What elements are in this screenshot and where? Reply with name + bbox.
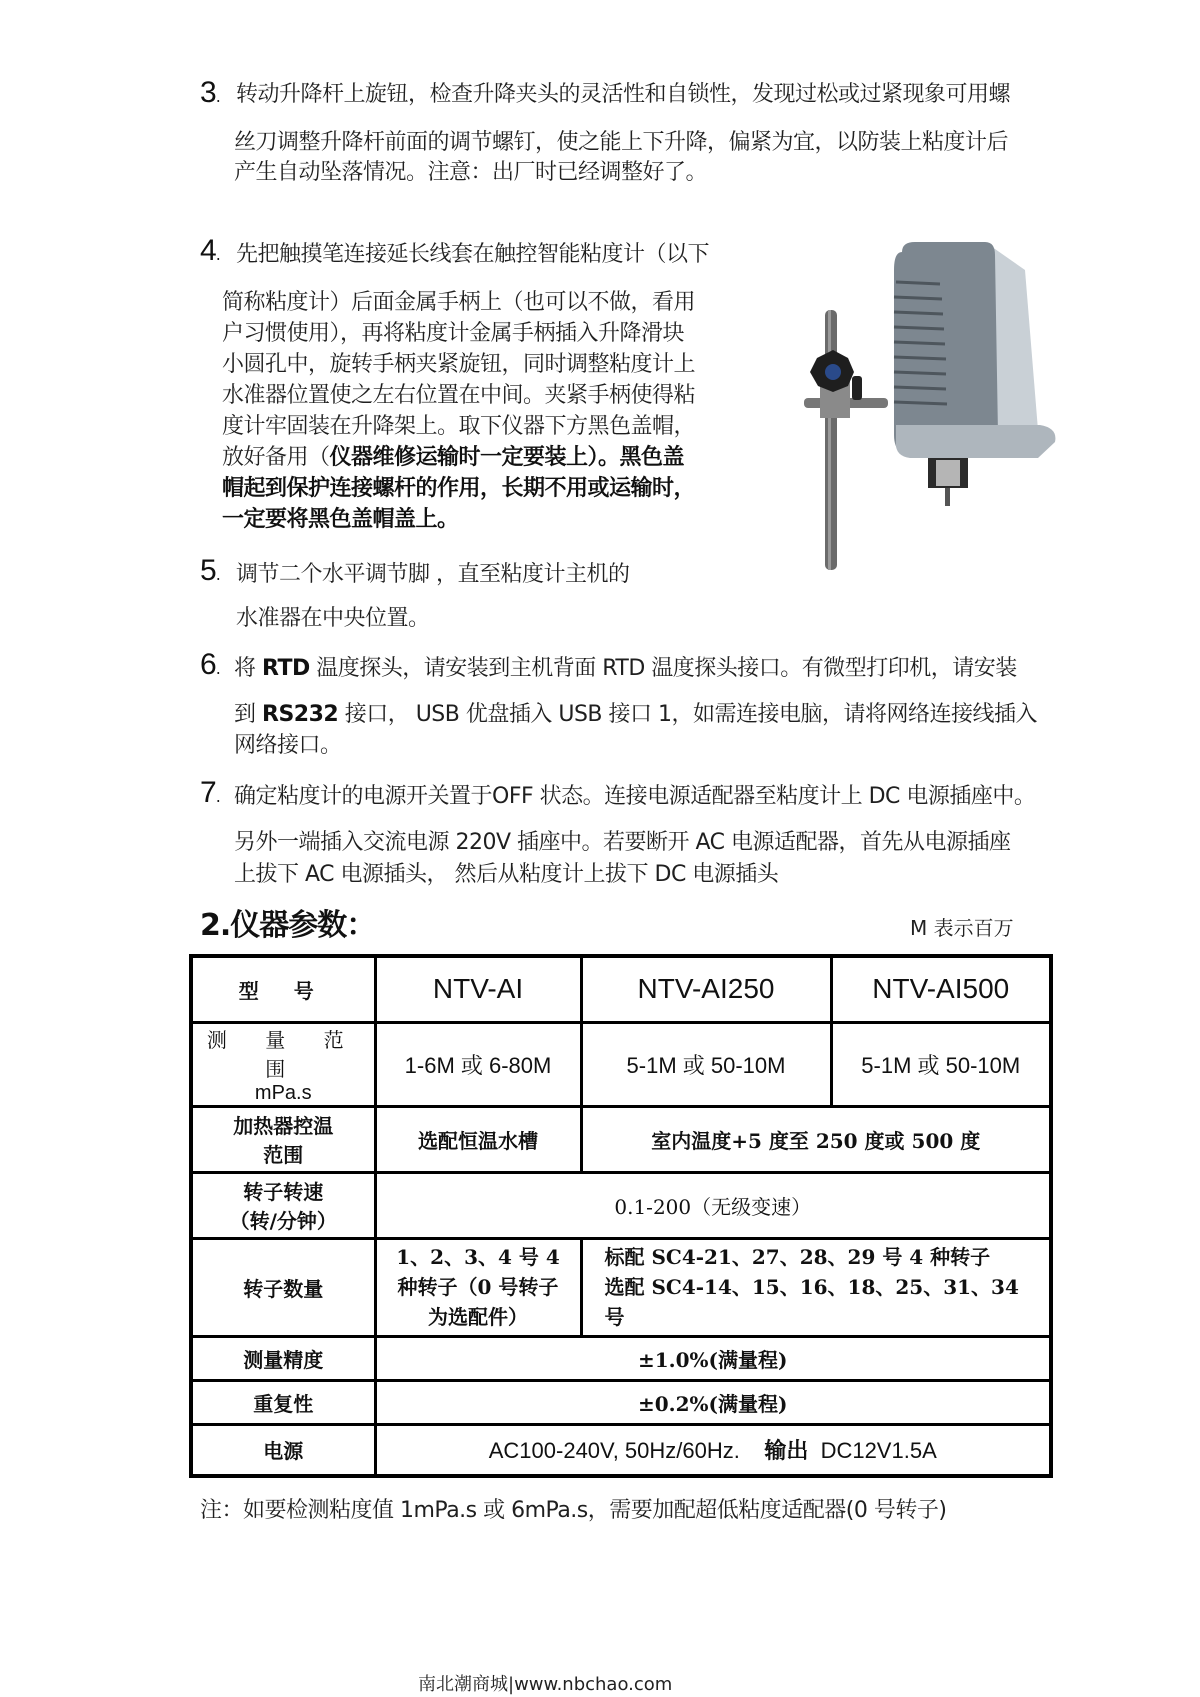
step-number: 4 xyxy=(200,234,216,267)
rotors-label-cell: 转子数量 xyxy=(191,1238,375,1336)
table-row-accuracy xyxy=(191,1336,1051,1380)
step-5-line-1: 调节二个水平调节脚 ，直至粘度计主机的 xyxy=(236,562,630,587)
step-4-line-9: 一定要将黑色盖帽盖上。 xyxy=(222,507,459,532)
footer-watermark: 南北潮商城|www.nbchao.com xyxy=(418,1674,673,1695)
model-cell: NTV-AI xyxy=(375,956,581,1022)
rotor-line: 选配 SC4-14、15、16、18、25、31、34 号 xyxy=(604,1275,1019,1329)
table-row-heater xyxy=(191,1106,1051,1172)
speed-label-line: 转子转速 xyxy=(243,1180,324,1204)
model-cell: NTV-AI250 xyxy=(581,956,831,1022)
step-4: 4. xyxy=(200,234,221,267)
text-segment: 将 xyxy=(234,656,262,681)
table-cell: 5-1M 或 50-10M xyxy=(831,1022,1051,1106)
table-cell: 5-1M 或 50-10M xyxy=(581,1022,831,1106)
step-4-line-4: 小圆孔中，旋转手柄夹紧旋钮，同时调整粘度计上 xyxy=(222,352,696,377)
heater-label-line: 加热器控温 xyxy=(233,1114,334,1138)
step-6-line-1 xyxy=(234,654,1017,684)
step-3-line-1: 转动升降杆上旋钮，检查升降夹头的灵活性和自锁性，发现过松或过紧现象可用螺 xyxy=(236,82,1011,107)
table-cell: 室内温度+5 度至 250 度或 500 度 xyxy=(581,1106,1051,1172)
table-row-range xyxy=(191,1022,1051,1106)
rotor-line: 标配 SC4-21、27、28、29 号 4 种转子 xyxy=(604,1245,991,1269)
table-row-rotors xyxy=(191,1238,1051,1336)
table-cell: 选配恒温水槽 xyxy=(375,1106,581,1172)
step-4-line-7-bold: 仪器维修运输时一定要装上）。黑色盖 xyxy=(329,445,685,470)
rtd-label: RTD xyxy=(262,656,310,681)
step-5-line-2: 水准器在中央位置。 xyxy=(236,606,430,631)
power-input: AC100-240V, 50Hz/60Hz. xyxy=(488,1438,740,1464)
spindle-tip xyxy=(945,488,950,506)
note: 注：如要检测粘度值 1mPa.s 或 6mPa.s，需要加配超低粘度适配器(0 号转子) xyxy=(200,1498,947,1523)
table-cell: ±0.2%(满量程) xyxy=(375,1380,1051,1424)
range-unit: mPa.s xyxy=(254,1081,312,1104)
rotor-line: 种转子（0 号转子 xyxy=(397,1275,559,1299)
step-7-line-3: 上拔下 AC 电源插头， 然后从粘度计上拔下 DC 电源插头 xyxy=(234,862,779,887)
step-7-line-1: 确定粘度计的电源开关置于OFF 状态。连接电源适配器至粘度计上 DC 电源插座中。 xyxy=(234,784,1036,809)
section-title: 2.仪器参数： xyxy=(200,908,376,943)
step-7-line-2: 另外一端插入交流电源 220V 插座中。若要断开 AC 电源适配器，首先从电源插座 xyxy=(234,830,1011,855)
viscometer-on-stand-image xyxy=(790,230,1090,570)
table-cell xyxy=(375,1238,581,1336)
text-segment: 到 xyxy=(234,702,262,727)
step-6: 6. xyxy=(200,648,221,681)
text-segment: 接口， USB 优盘插入 USB 接口 1，如需连接电脑，请将网络连接线插入 xyxy=(338,702,1037,727)
step-number: 3 xyxy=(200,76,216,109)
step-3-line-3: 产生自动坠落情况。注意：出厂时已经调整好了。 xyxy=(234,160,708,185)
step-3-line-2: 丝刀调整升降杆前面的调节螺钉，使之能上下升降，偏紧为宜，以防装上粘度计后 xyxy=(234,130,1009,155)
power-label-cell: 电源 xyxy=(191,1424,375,1476)
model-label-cell: 型 号 xyxy=(191,956,375,1022)
rotor-line: 1、2、3、4 号 4 xyxy=(396,1245,560,1269)
step-4-line-7-normal: 放好备用（ xyxy=(222,445,330,470)
power-output: DC12V1.5A xyxy=(820,1438,937,1464)
step-5: 5. xyxy=(200,554,221,587)
spec-table xyxy=(189,954,1053,1478)
step-number: 5 xyxy=(200,554,216,587)
text-segment: 温度探头，请安装到主机背面 RTD 温度探头接口。有微型打印机，请安装 xyxy=(309,656,1017,681)
table-cell xyxy=(581,1238,1051,1336)
step-6-line-2 xyxy=(234,700,1037,730)
table-row-speed xyxy=(191,1172,1051,1238)
speed-label-cell xyxy=(191,1172,375,1238)
step-4-line-5: 水准器位置使之左右位置在中间。夹紧手柄使得粘 xyxy=(222,383,696,408)
table-cell: ±1.0%(满量程) xyxy=(375,1336,1051,1380)
knob-center xyxy=(825,364,841,380)
accuracy-label-cell: 测量精度 xyxy=(191,1336,375,1380)
step-4-line-8: 帽起到保护连接螺杆的作用，长期不用或运输时， xyxy=(222,476,696,501)
table-row-repeatability xyxy=(191,1380,1051,1424)
step-6-line-3: 网络接口。 xyxy=(234,733,342,758)
model-cell: NTV-AI500 xyxy=(831,956,1051,1022)
speed-label-line: （转/分钟） xyxy=(229,1209,337,1233)
repeatability-label-cell: 重复性 xyxy=(191,1380,375,1424)
table-cell xyxy=(375,1424,1051,1476)
table-cell: 0.1-200（无级变速） xyxy=(375,1172,1051,1238)
table-cell: 1-6M 或 6-80M xyxy=(375,1022,581,1106)
heater-label-cell xyxy=(191,1106,375,1172)
step-4-line-6: 度计牢固装在升降架上。取下仪器下方黑色盖帽， xyxy=(222,414,696,439)
step-4-line-1: 先把触摸笔连接延长线套在触控智能粘度计（以下 xyxy=(236,242,710,267)
power-output-label: 输出 xyxy=(764,1439,809,1465)
step-3: 3. xyxy=(200,76,221,109)
table-row-power xyxy=(191,1424,1051,1476)
step-4-line-3: 户习惯使用），再将粘度计金属手柄插入升降滑块 xyxy=(222,321,685,346)
table-header-row xyxy=(191,956,1051,1022)
rs232-label: RS232 xyxy=(262,702,339,727)
range-label: 测 量 范 围 xyxy=(206,1027,360,1081)
step-number: 6 xyxy=(200,648,216,681)
unit-note: M 表示百万 xyxy=(910,916,1014,940)
rotor-line: 为选配件） xyxy=(428,1305,528,1329)
range-label-cell xyxy=(191,1022,375,1106)
step-7: 7. xyxy=(200,776,221,809)
heater-label-line: 范围 xyxy=(263,1143,304,1167)
step-number: 7 xyxy=(200,776,216,809)
step-4-line-2: 简称粘度计）后面金属手柄上（也可以不做，看用 xyxy=(222,290,696,315)
step-4-line-7 xyxy=(222,443,684,473)
